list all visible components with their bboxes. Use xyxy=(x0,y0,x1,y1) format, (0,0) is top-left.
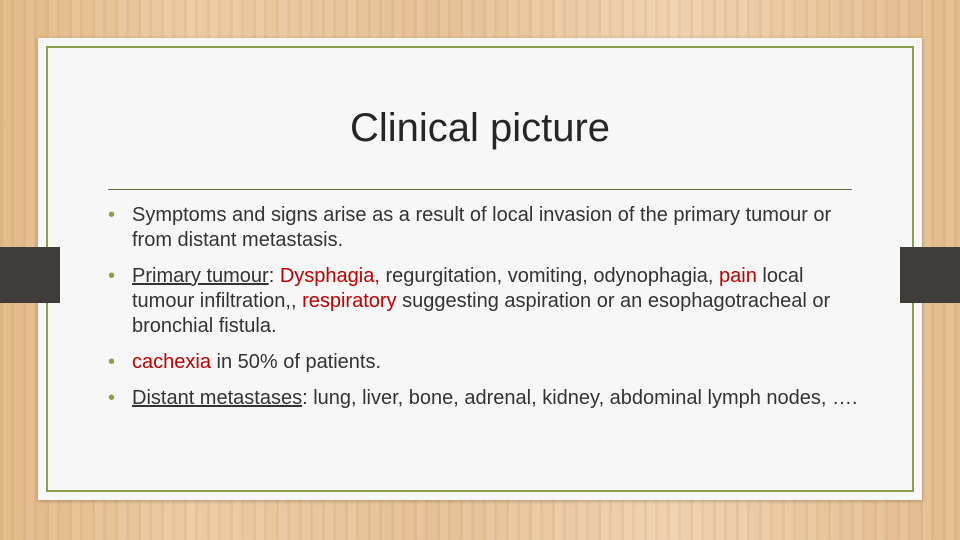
left-edge-tab xyxy=(0,247,60,303)
bullet-item-primary-tumour xyxy=(108,264,868,339)
bullet-heading: Primary tumour xyxy=(132,265,269,287)
right-edge-tab xyxy=(900,247,960,303)
highlight-term: Dysphagia, xyxy=(279,265,380,287)
bullet-heading: Distant metastases xyxy=(132,387,303,409)
bullet-text: : lung, liver, bone, adrenal, kidney, abdominal lymph nodes, …. xyxy=(302,387,858,409)
highlight-term: pain xyxy=(719,265,757,287)
highlight-term: respiratory xyxy=(302,290,397,312)
bullet-icon: • xyxy=(108,204,116,226)
slide-title: Clinical picture xyxy=(349,106,611,150)
highlight-term: cachexia xyxy=(132,351,211,373)
bullet-text: regurgitation, vomiting, odynophagia, xyxy=(379,265,719,287)
bullet-icon: • xyxy=(108,265,116,287)
bullet-icon: • xyxy=(108,387,116,409)
bullet-list xyxy=(108,203,868,422)
bullet-item-distant-metastases xyxy=(108,386,868,411)
title-divider xyxy=(108,189,852,190)
bullet-text: local tumour infiltration,, xyxy=(132,265,804,312)
bullet-text: Symptoms and signs arise as a result of local invasion of the primary tumour or from distant metastasis. xyxy=(132,204,832,251)
bullet-item-cachexia xyxy=(108,350,868,375)
bullet-item-symptoms xyxy=(108,203,868,253)
bullet-text: suggesting aspiration or an esophagotracheal or bronchial fistula. xyxy=(132,290,831,337)
bullet-colon: : xyxy=(268,265,280,287)
bullet-icon: • xyxy=(108,351,116,373)
bullet-text: in 50% of patients. xyxy=(210,351,382,373)
